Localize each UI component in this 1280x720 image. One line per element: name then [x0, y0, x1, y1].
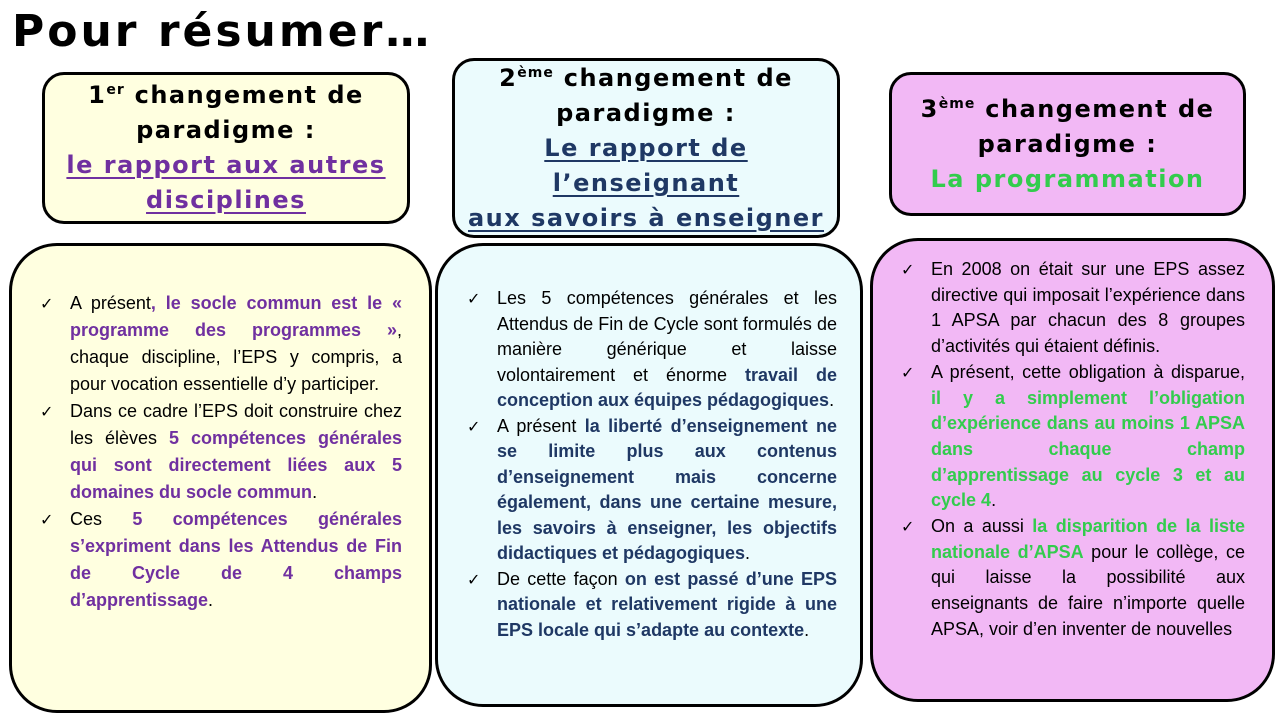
- header-3-subtitle: La programmation: [930, 164, 1205, 193]
- header-2-line2: paradigme :: [556, 98, 736, 127]
- header-2-subtitle-1: Le rapport de l’enseignant: [544, 133, 748, 197]
- checkmark-icon: ✓: [40, 402, 54, 421]
- header-paradigm-3: [889, 72, 1246, 216]
- list-item: ✓ Les 5 compétences générales et les Attendus de Fin de Cycle sont formulés de manière générique et laisse volontairement et énorme travail de conception aux équipes pédagogiques.: [467, 288, 838, 410]
- checkmark-icon: ✓: [901, 260, 915, 279]
- header-3-line2: paradigme :: [977, 129, 1158, 158]
- checkmark-icon: ✓: [467, 289, 481, 308]
- list-item: ✓ Ces 5 compétences générales s’expriment dans les Attendus de Fin de Cycle de 4 champs d’apprentissage.: [40, 506, 402, 614]
- header-1-subtitle-1: le rapport aux autres: [66, 151, 386, 179]
- checkmark-icon: ✓: [467, 416, 481, 436]
- header-2-line1: 2ème changement de: [499, 63, 793, 92]
- bullet-list-3: [901, 257, 1245, 643]
- content-box-2: [435, 243, 863, 707]
- header-1-line1: 1er changement de: [88, 81, 364, 109]
- header-3-line1: 3ème changement de: [920, 94, 1215, 123]
- checkmark-icon: ✓: [901, 517, 915, 537]
- content-box-1: [9, 243, 432, 713]
- header-paradigm-2: [452, 58, 840, 238]
- bullet-list-1: [40, 290, 402, 614]
- content-box-3: [870, 238, 1275, 702]
- header-2-subtitle-2: aux savoirs à enseigner: [467, 203, 824, 232]
- page-title: Pour résumer…: [12, 6, 433, 57]
- list-item: ✓ En 2008 on était sur une EPS assez directive qui imposait l’expérience dans 1 APSA par chacun des 8 groupes d’activités qui étaient définis.: [901, 259, 1245, 357]
- header-1-subtitle-2: disciplines: [146, 186, 306, 214]
- checkmark-icon: ✓: [901, 362, 915, 382]
- list-item: ✓ De cette façon on est passé d’une EPS nationale et relativement rigide à une EPS locale qui s’adapte au contexte.: [467, 568, 837, 640]
- list-item: ✓ A présent la liberté d’enseignement ne se limite plus aux contenus d’enseignement mais concerne également, dans une certaine mesure, les savoirs à enseigner, les objectifs didactiques et pédagogiques.: [467, 415, 837, 563]
- checkmark-icon: ✓: [40, 510, 54, 529]
- list-item: ✓ A présent, cette obligation à disparue, il y a simplement l’obligation d’expérience dans au moins 1 APSA dans chaque champ d’apprentissage au cycle 3 et au cycle 4.: [901, 361, 1245, 511]
- checkmark-icon: ✓: [40, 294, 54, 313]
- header-paradigm-1: [42, 72, 410, 224]
- list-item: ✓ Dans ce cadre l’EPS doit construire chez les élèves 5 compétences générales qui sont directement liées aux 5 domaines du socle commun.: [40, 398, 402, 506]
- list-item: ✓ A présent, le socle commun est le « programme des programmes », chaque discipline, l’EPS y compris, a pour vocation essentielle d’y participer.: [40, 290, 402, 398]
- checkmark-icon: ✓: [467, 569, 481, 589]
- header-1-line2: paradigme :: [136, 116, 316, 144]
- list-item: ✓ On a aussi la disparition de la liste nationale d’APSA pour le collège, ce qui laisse la possibilité aux enseignants de faire n’importe quelle APSA, voir d’en inventer de nouvelles: [901, 516, 1246, 639]
- bullet-list-2: [467, 286, 837, 643]
